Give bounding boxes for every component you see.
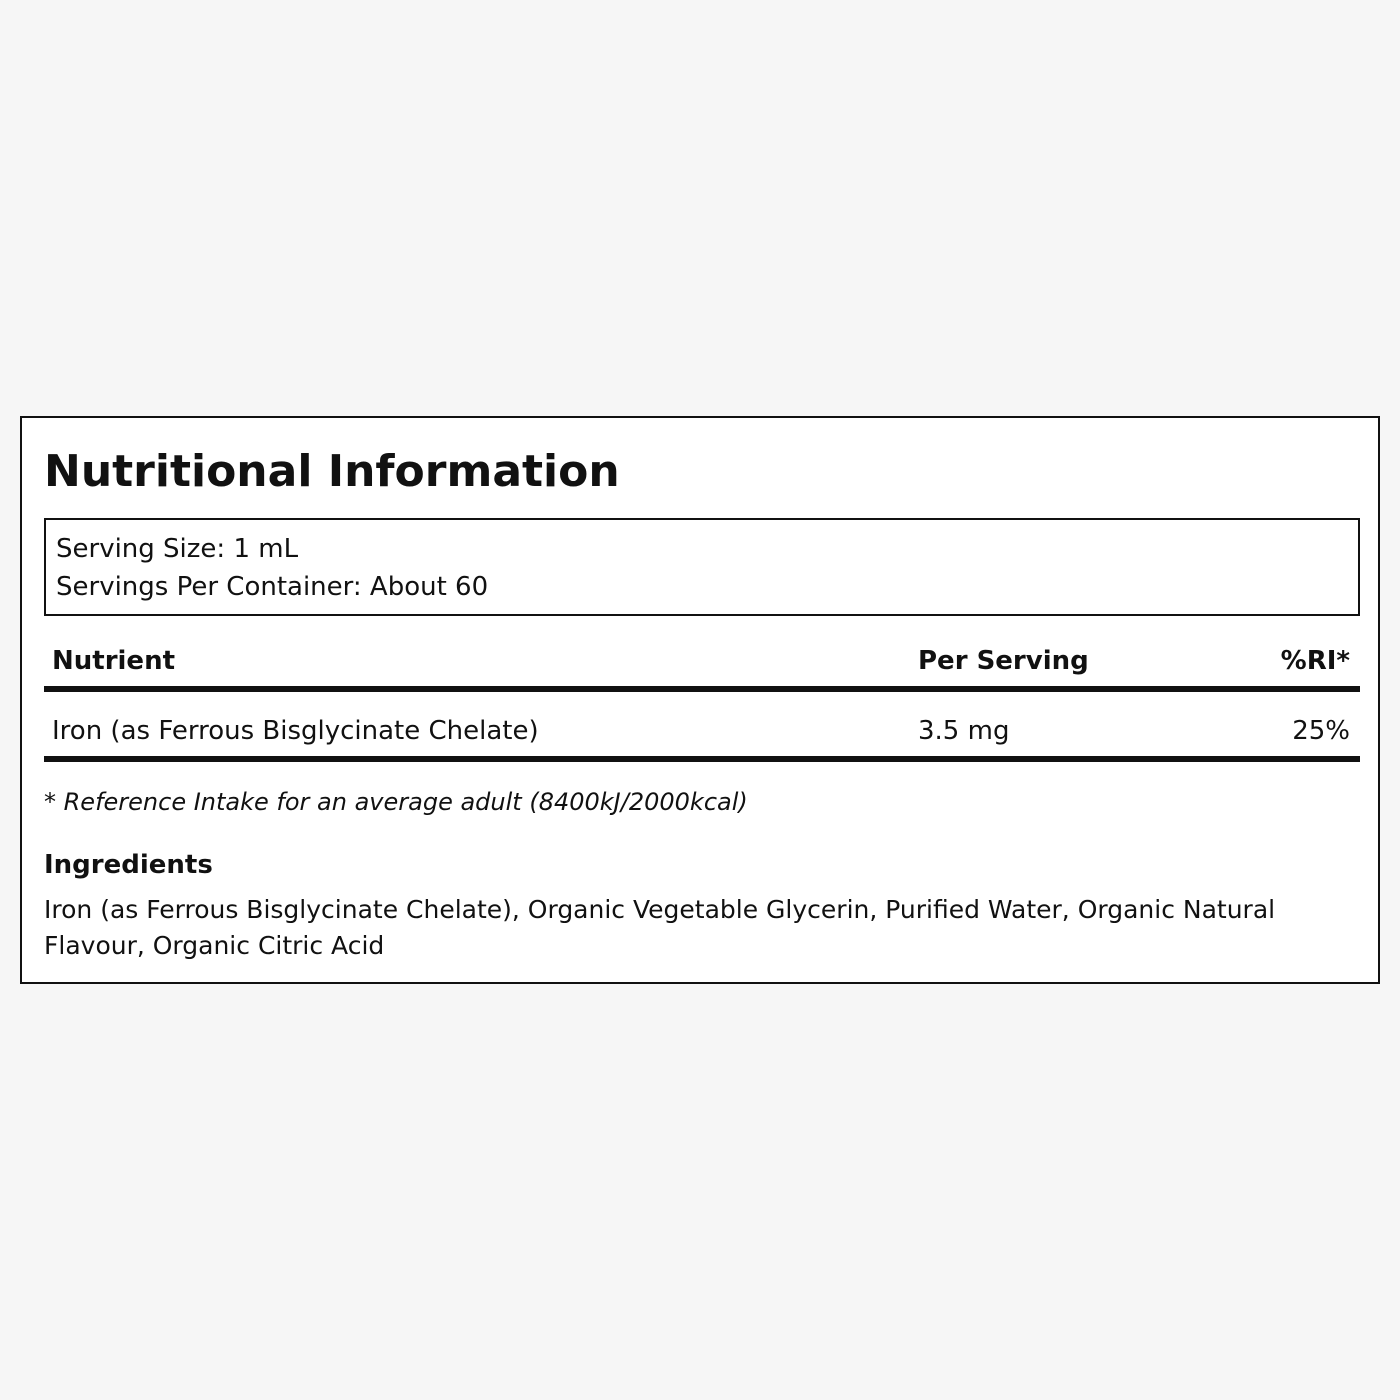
header-nutrient: Nutrient [52,646,176,676]
panel-title: Nutritional Information [44,446,620,497]
ingredients-heading: Ingredients [44,850,213,880]
nutrition-panel [20,416,1380,984]
row-ri-percent: 25% [1292,716,1350,746]
ri-footnote: * Reference Intake for an average adult (8400kJ/2000kcal) [44,788,748,816]
serving-size: Serving Size: 1 mL [56,534,299,564]
row-per-serving: 3.5 mg [918,716,1010,746]
table-bottom-divider [44,756,1360,762]
header-divider [44,686,1360,692]
row-nutrient-name: Iron (as Ferrous Bisglycinate Chelate) [52,716,539,746]
header-ri: %RI* [1280,646,1350,676]
header-per-serving: Per Serving [918,646,1089,676]
servings-per-container: Servings Per Container: About 60 [56,572,489,602]
serving-info-box [44,518,1360,616]
ingredients-list: Iron (as Ferrous Bisglycinate Chelate), Organic Vegetable Glycerin, Purified Water, Organic Natural Flavour, Organic Citric Acid [44,895,1276,960]
